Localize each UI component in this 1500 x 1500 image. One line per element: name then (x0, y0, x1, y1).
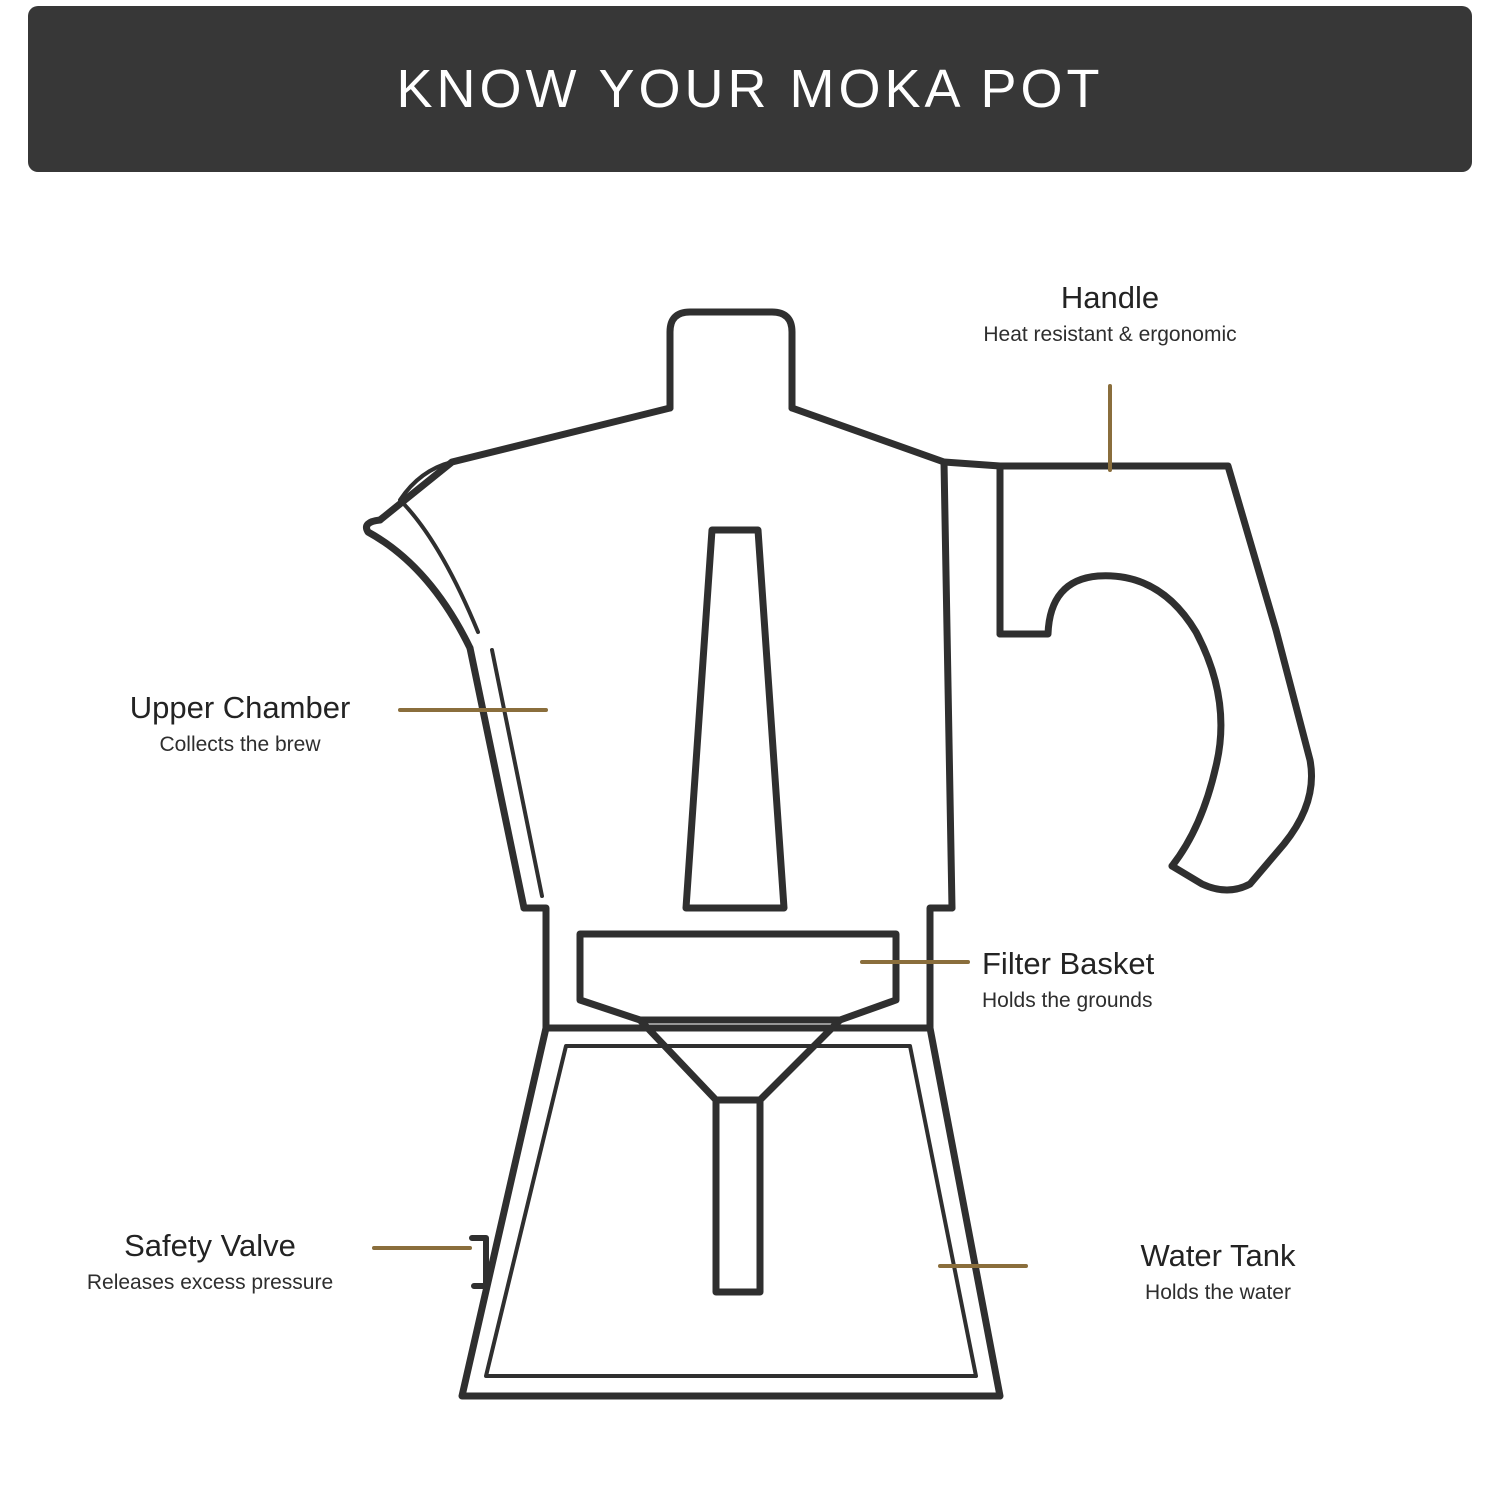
label-upper-chamber-title: Upper Chamber (129, 690, 351, 725)
neck-left-shape (524, 908, 546, 1028)
label-handle (905, 280, 1315, 348)
filter-stem-shape (716, 1100, 760, 1292)
label-safety-valve-subtitle: Releases excess pressure (86, 1270, 334, 1294)
label-handle-subtitle: Heat resistant & ergonomic (983, 322, 1237, 346)
label-handle-title: Handle (1060, 280, 1160, 315)
page-title: KNOW YOUR MOKA POT (396, 59, 1104, 119)
label-safety-valve-title: Safety Valve (124, 1228, 296, 1263)
upper-lid-shape (380, 408, 670, 520)
upper-chamber-right-lower-shape (944, 462, 952, 908)
filter-funnel-shape (640, 1020, 840, 1100)
neck-right-shape (930, 908, 952, 1028)
label-water-tank (1038, 1238, 1398, 1306)
label-filter-basket-title: Filter Basket (982, 946, 1155, 981)
label-water-tank-subtitle: Holds the water (1145, 1280, 1291, 1304)
label-filter-basket-subtitle: Holds the grounds (982, 988, 1153, 1012)
handle-outer-shape (1000, 466, 1312, 890)
label-upper-chamber (80, 690, 400, 758)
column-tube-shape (686, 530, 784, 908)
upper-chamber-left-shape (470, 648, 524, 908)
label-water-tank-title: Water Tank (1140, 1238, 1296, 1273)
upper-lid-right-shape (792, 408, 1000, 466)
label-safety-valve (60, 1228, 360, 1296)
lid-knob-shape (670, 312, 792, 408)
label-filter-basket (982, 946, 1402, 1014)
spout-inner-shape (400, 462, 478, 632)
water-tank-inner-shape (486, 1046, 976, 1376)
filter-basket-shape (580, 934, 896, 1020)
handle-inner-shape (1000, 576, 1221, 866)
label-upper-chamber-subtitle: Collects the brew (159, 732, 321, 756)
safety-valve-shape (472, 1238, 486, 1286)
